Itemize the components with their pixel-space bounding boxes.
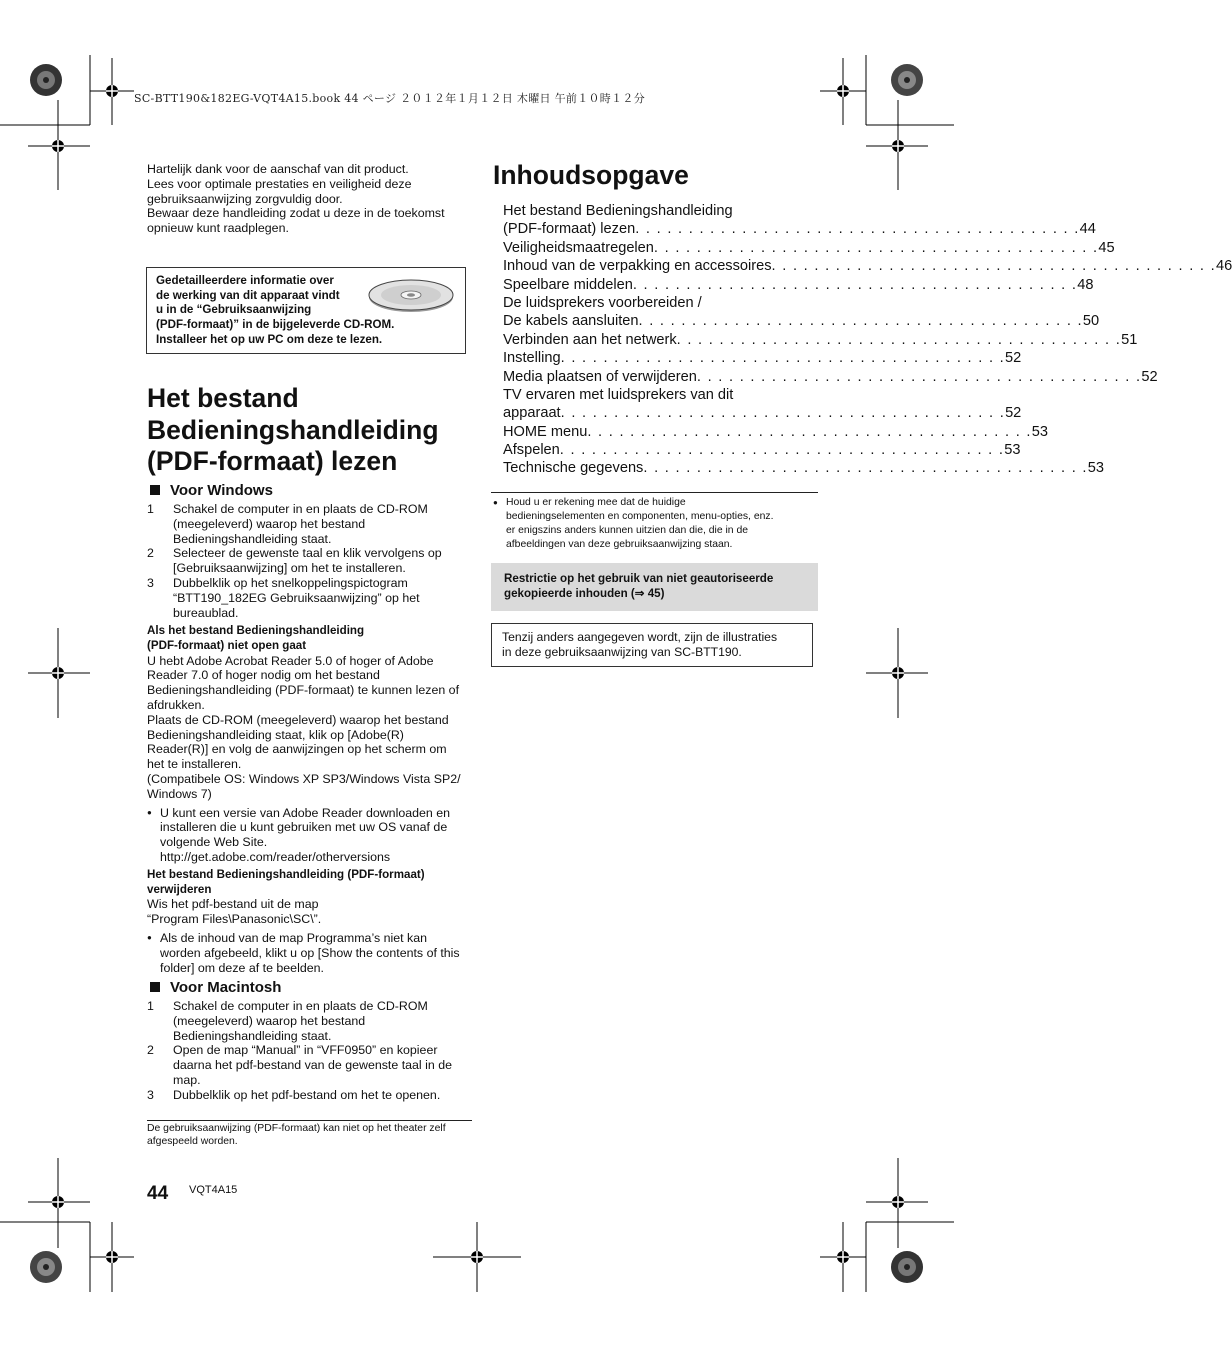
toc-entry-label: HOME menu [503,423,588,440]
macintosh-heading [150,979,281,997]
toc-leader-dots: . . . . . . . . . . . . . . . . . . . . . . . . . . . . . . . . . . . . . . . . . . [587,423,1032,440]
note-line: er enigszins anders kunnen uitzien dan die, die in de [506,525,749,536]
step [147,576,472,620]
mac-steps [147,999,472,1103]
restriction-box [491,563,818,611]
step-line: Bedieningshandleiding staat. [173,1028,332,1043]
info-box-line: de werking van dit apparaat vindt [156,288,340,302]
step-number: 3 [147,1087,154,1102]
step-line: (meegeleverd) waarop het bestand [173,1013,366,1028]
square-bullet-icon [150,485,160,495]
step-line: “BTT190_182EG Gebruiksaanwijzing” op het [173,590,420,605]
toc-entry[interactable] [503,459,1105,477]
toc-entry-label: Media plaatsen of verwijderen [503,368,697,385]
step-line: daarna het pdf-bestand van de gewenste taal in de [173,1058,452,1073]
toc-entry-label: De luidsprekers voorbereiden / [503,294,702,311]
body-line: Bedieningshandleiding staat, klik op [Adobe(R) [147,727,404,742]
intro-text [147,162,472,236]
title-line: Bedieningshandleiding [147,414,439,445]
step-line: Dubbelklik op het pdf-bestand om het te openen. [173,1087,441,1102]
macintosh-heading-text: Voor Macintosh [170,979,282,996]
toc-entry-label: TV ervaren met luidsprekers van dit [503,386,734,403]
body-line: (Compatibele OS: Windows XP SP3/Windows Vista SP2/ [147,771,461,786]
step-line: Open de map “Manual” in “VFF0950” en kopieer [173,1043,438,1058]
toc-entry-page: 53 [1031,423,1049,440]
restriction-line[interactable]: gekopieerde inhouden (⇒ 45) [504,586,665,600]
toc-entry[interactable] [503,441,1021,459]
bullet-line: volgende Web Site. [160,835,268,850]
step [147,546,472,576]
toc-entry-page: 48 [1077,276,1094,293]
step-line: [Gebruiksaanwijzing] om het te installeren. [173,561,406,576]
body-line: “Program Files\Panasonic\SC\”. [147,912,322,927]
note-line: bedieningselementen en componenten, menu-opties, enz. [506,511,774,522]
toc-leader-dots: . . . . . . . . . . . . . . . . . . . . . . . . . . . . . . . . . . . . . . . . . . [560,350,1006,367]
download-link[interactable]: http://get.adobe.com/reader/otherversions [160,849,391,864]
restriction-line: Restrictie op het gebruik van niet geautoriseerde [504,572,774,585]
step-number: 2 [147,1043,154,1058]
toc-entry-label: apparaat [503,405,561,422]
step [147,999,472,1043]
windows-heading [150,482,273,500]
square-bullet-icon [150,982,160,992]
toc-entry-page: 50 [1082,313,1100,330]
footnote-line: De gebruiksaanwijzing (PDF-formaat) kan niet op het theater zelf [147,1123,446,1134]
footnote-line: afgespeeld worden. [147,1136,238,1147]
toc-note [493,496,831,552]
body-line: Reader 7.0 of hoger nodig om het bestand [147,668,380,683]
toc-entry[interactable] [503,220,1096,238]
toc-entry-page: 46 [1215,258,1232,275]
toc-leader-dots: . . . . . . . . . . . . . . . . . . . . . . . . . . . . . . . . . . . . . . . . . . [653,239,1099,256]
troubleshooting-block [147,624,472,975]
toc-leader-dots: . . . . . . . . . . . . . . . . . . . . . . . . . . . . . . . . . . . . . . . . . . [632,276,1078,293]
step [147,1088,472,1103]
note-line: ● Houd u er rekening mee dat de huidige [506,497,686,508]
info-box-line: u in de “Gebruiksaanwijzing [156,303,312,317]
toc-entry[interactable] [503,349,1022,367]
step-line: (meegeleverd) waarop het bestand [173,516,366,531]
toc-entry[interactable] [503,423,1049,441]
footnote-divider [147,1120,472,1121]
bullet-line: worden afgebeeld, klikt u op [Show the contents of this [160,945,460,960]
subheading: Als het bestand Bedieningshandleiding [147,624,365,637]
intro-line: gebruiksaanwijzing zorgvuldig door. [147,191,343,206]
footnote [147,1122,472,1148]
body-line: Reader(R)] en volg de aanwijzingen op het scherm om [147,742,447,757]
page-number: 44 [147,1183,169,1204]
toc-entry-page: 53 [1004,442,1021,459]
toc-entry[interactable] [503,312,1100,330]
note-line: afbeeldingen van deze gebruiksaanwijzing staan. [506,539,733,550]
body-line: Windows 7) [147,786,212,801]
cd-rom-icon [367,278,455,314]
body-line: het te installeren. [147,757,242,772]
step [147,502,472,546]
step-line: Schakel de computer in en plaats de CD-ROM [173,999,428,1013]
toc-entry-page: 45 [1098,239,1115,256]
step-number: 1 [147,502,154,516]
toc-title: Inhoudsopgave [493,160,689,190]
info-box-line: (PDF-formaat)” in de bijgeleverde CD-ROM. [156,318,395,332]
toc-entry-label: Inhoud van de verpakking en accessoires [503,258,772,275]
toc-entry-label: (PDF-formaat) lezen [503,221,636,238]
note-line: in deze gebruiksaanwijzing van SC-BTT190. [502,644,742,659]
toc-entry-label: De kabels aansluiten [503,313,639,330]
toc-entry-label: Technische gegevens [503,460,644,477]
toc-entry-page: 44 [1079,221,1096,238]
info-box-line: Installeer het op uw PC om deze te lezen. [156,332,383,346]
toc-entry-label: Instelling [503,350,561,367]
bullet-line: ● Als de inhoud van de map Programma’s niet kan [160,930,428,945]
step-number: 2 [147,546,154,561]
intro-line: opnieuw kunt raadplegen. [147,221,289,236]
document-code: VQT4A15 [189,1184,238,1196]
toc-entry[interactable] [503,257,1232,275]
toc-leader-dots: . . . . . . . . . . . . . . . . . . . . . . . . . . . . . . . . . . . . . . . . . . [696,368,1142,385]
body-line: afdrukken. [147,697,205,712]
step-line: Schakel de computer in en plaats de CD-ROM [173,502,428,516]
step-number: 1 [147,999,154,1013]
step-line: Bedieningshandleiding staat. [173,531,332,546]
toc-entry-label: Verbinden aan het netwerk [503,331,677,348]
toc-leader-dots: . . . . . . . . . . . . . . . . . . . . . . . . . . . . . . . . . . . . . . . . . . [771,258,1216,275]
step-line: Dubbelklik op het snelkoppelingspictogram [173,575,408,590]
windows-steps [147,502,472,620]
toc-entry[interactable] [503,239,1115,257]
step-line: bureaublad. [173,605,239,620]
toc-entry-label: Veiligheidsmaatregelen [503,239,654,256]
illustration-note-box [491,623,813,667]
body-line: Plaats de CD-ROM (meegeleverd) waarop het bestand [147,712,449,727]
note-line: Tenzij anders aangegeven wordt, zijn de illustraties [502,630,778,644]
toc-entry[interactable] [503,368,1158,386]
toc-entry-page: 53 [1087,460,1105,477]
bullet-line: folder] om deze af te beelden. [160,960,324,975]
body-line: Bedieningshandleiding (PDF-formaat) te kunnen lezen of [147,683,460,698]
toc-entry-page: 52 [1141,368,1158,385]
step-number: 3 [147,575,154,590]
toc-entry-page: 52 [1005,405,1022,422]
intro-line: Bewaar deze handleiding zodat u deze in de toekomst [147,206,445,221]
print-header: SC-BTT190&182EG-VQT4A15.book 44 ページ ２０１２年１月１２日 木曜日 午前１０時１２分 [134,92,645,105]
pdf-section-title [147,383,477,478]
toc-entry [503,386,818,404]
toc-entry[interactable] [503,276,1094,294]
toc-entry-page: 52 [1005,350,1022,367]
toc-leader-dots: . . . . . . . . . . . . . . . . . . . . . . . . . . . . . . . . . . . . . . . . . . [638,313,1083,330]
toc-leader-dots: . . . . . . . . . . . . . . . . . . . . . . . . . . . . . . . . . . . . . . . . . . [635,221,1080,238]
toc-entry-label: Speelbare middelen [503,276,633,293]
toc-leader-dots: . . . . . . . . . . . . . . . . . . . . . . . . . . . . . . . . . . . . . . . . . . [676,331,1122,348]
body-line: U hebt Adobe Acrobat Reader 5.0 of hoger of Adobe [147,653,434,668]
info-box-line: Gedetailleerdere informatie over [156,274,334,287]
toc-divider [491,492,818,493]
subheading: (PDF-formaat) niet open gaat [147,638,307,652]
bullet-item [147,806,472,865]
windows-heading-text: Voor Windows [170,482,273,499]
toc-entry-page: 51 [1121,331,1138,348]
subheading: Het bestand Bedieningshandleiding (PDF-formaat) [147,867,425,881]
step-line: map. [173,1072,201,1087]
table-of-contents [503,202,1232,478]
toc-entry [503,202,818,220]
cd-rom-info-box [146,267,466,354]
intro-line: Hartelijk dank voor de aanschaf van dit product. [147,162,409,176]
step [147,1043,472,1087]
toc-leader-dots: . . . . . . . . . . . . . . . . . . . . . . . . . . . . . . . . . . . . . . . . . . [559,442,1005,459]
bullet-item [147,931,472,975]
body-line: Wis het pdf-bestand uit de map [147,897,319,912]
toc-entry [503,294,818,312]
step-line: Selecteer de gewenste taal en klik vervolgens op [173,546,442,561]
toc-entry[interactable] [503,331,1138,349]
subheading: verwijderen [147,882,212,896]
toc-entry-label: Afspelen [503,442,560,459]
toc-entry[interactable] [503,404,1022,422]
intro-line: Lees voor optimale prestaties en veiligheid deze [147,176,412,191]
bullet-line: ● U kunt een versie van Adobe Reader downloaden en [160,805,451,820]
bullet-line: installeren die u kunt gebruiken met uw OS vanaf de [160,820,448,835]
toc-leader-dots: . . . . . . . . . . . . . . . . . . . . . . . . . . . . . . . . . . . . . . . . . . [560,405,1006,422]
toc-leader-dots: . . . . . . . . . . . . . . . . . . . . . . . . . . . . . . . . . . . . . . . . . . [643,460,1088,477]
title-line: (PDF-formaat) lezen [147,446,398,476]
title-line: Het bestand [147,383,299,413]
toc-entry-label: Het bestand Bedieningshandleiding [503,203,733,219]
